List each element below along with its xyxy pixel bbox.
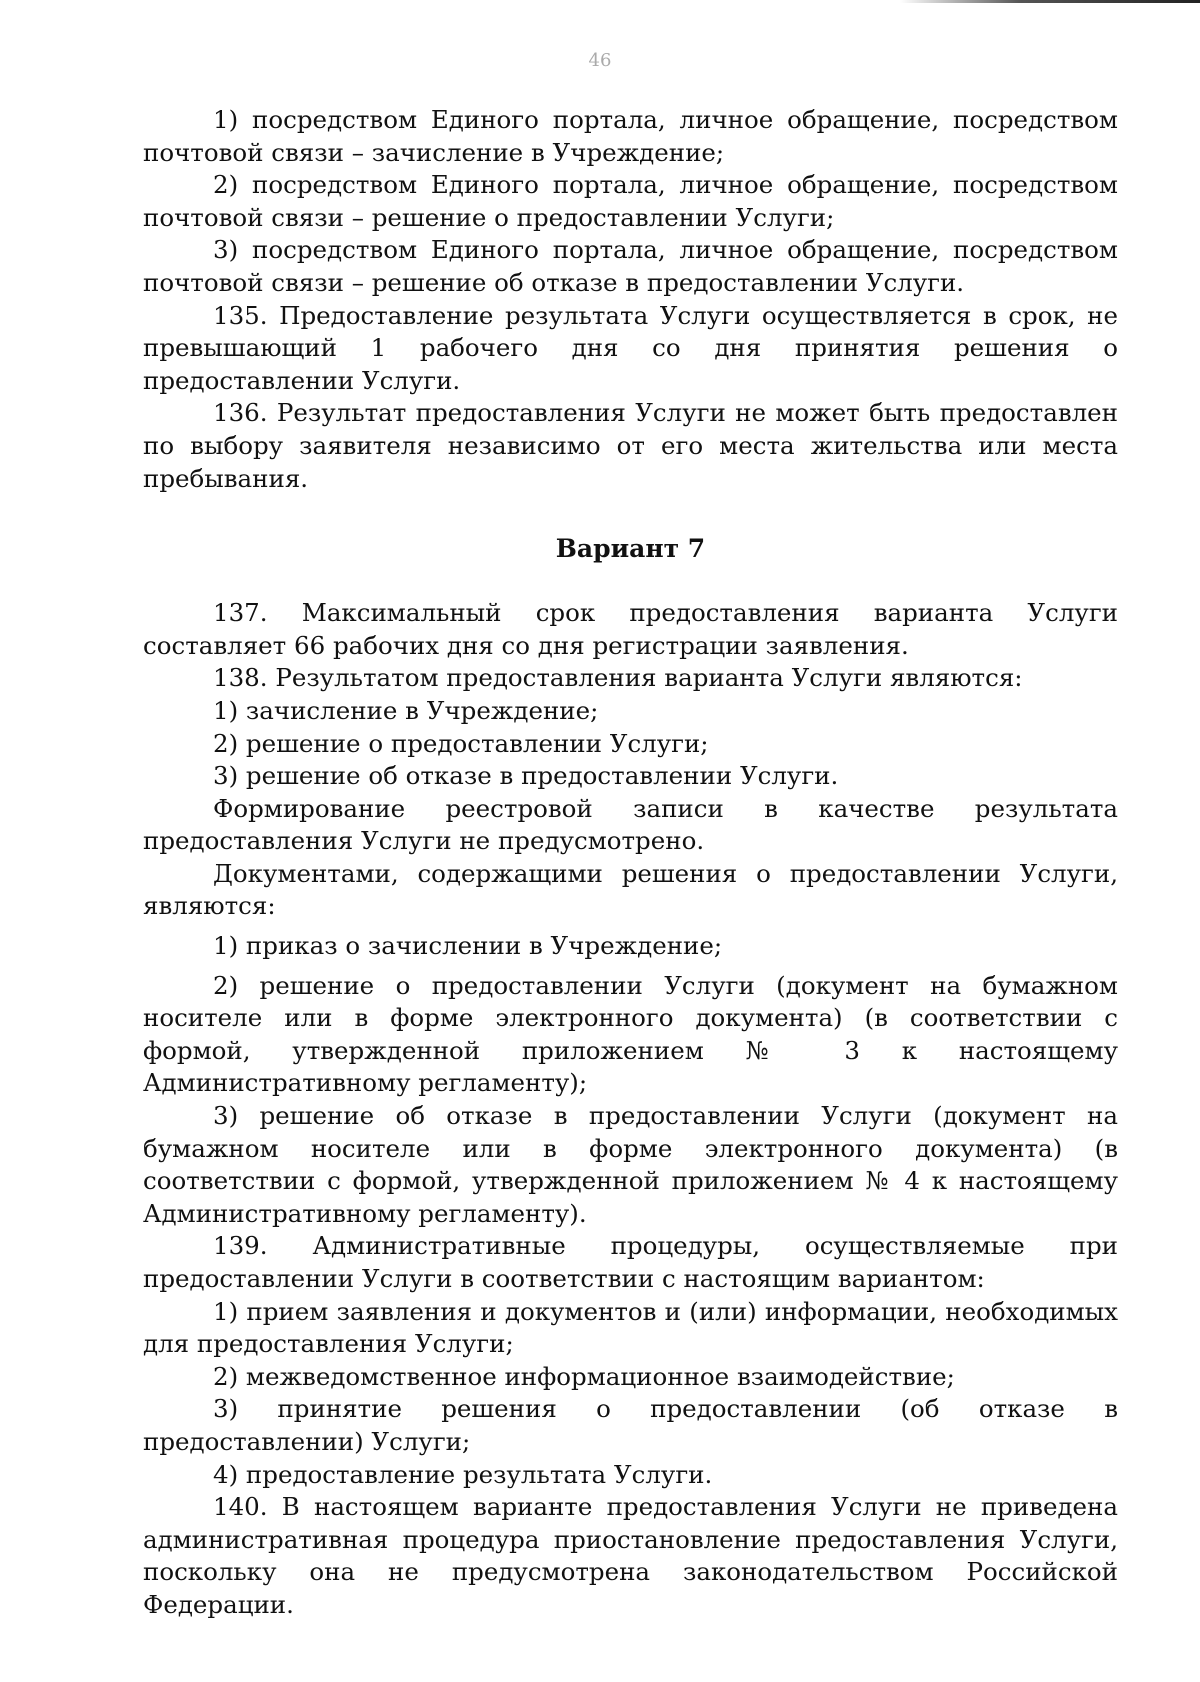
clause-138: 138. Результатом предоставления варианта Услуги являются: [213, 663, 1023, 693]
clause-140: 140. В настоящем варианте предоставления Услуги не приведена административная процедура приостановление предоставления Услуги, поскольку она не предусмотрена законодательством Российской Федерации. [143, 1492, 1118, 1619]
list-item: 2) посредством Единого портала, личное обращение, посредством почтовой связи – решение о предоставлении Услуги; [143, 170, 1118, 232]
list-item: 4) предоставление результата Услуги. [213, 1459, 713, 1489]
list-item: 1) приказ о зачислении в Учреждение; [213, 931, 723, 961]
list-item: 1) зачисление в Учреждение; [213, 695, 599, 725]
page-number: 46 [588, 50, 612, 71]
section-heading: Вариант 7 [555, 534, 706, 564]
clause-139: 139. Административные процедуры, осуществляемые при предоставлении Услуги в соответствии с настоящим вариантом: [143, 1231, 1118, 1293]
list-item: 3) решение об отказе в предоставлении Услуги. [213, 761, 839, 791]
clause-135: 135. Предоставление результата Услуги осуществляется в срок, не превышающий 1 рабочего дня со дня принятия решения о предоставлении Услуги. [143, 300, 1118, 395]
paragraph: Формирование реестровой записи в качестве результата предоставления Услуги не предусмотрено. [143, 793, 1118, 856]
clause-137: 137. Максимальный срок предоставления варианта Услуги составляет 66 рабочих дня со дня регистрации заявления. [143, 598, 1118, 660]
list-item: 1) прием заявления и документов и (или) информации, необходимых для предоставления Услуги; [143, 1296, 1118, 1359]
list-item: 1) посредством Единого портала, личное обращение, посредством почтовой связи – зачисление в Учреждение; [143, 105, 1118, 167]
list-item: 2) решение о предоставлении Услуги; [213, 728, 709, 758]
clause-136: 136. Результат предоставления Услуги не может быть предоставлен по выбору заявителя независимо от его места жительства или места пребывания. [143, 398, 1118, 493]
list-item: 3) посредством Единого портала, личное обращение, посредством почтовой связи – решение об отказе в предоставлении Услуги. [143, 235, 1118, 297]
list-item: 3) принятие решения о предоставлении (об отказе в предоставлении) Услуги; [143, 1394, 1118, 1456]
paragraph: Документами, содержащими решения о предоставлении Услуги, являются: [143, 858, 1118, 921]
document-body [143, 104, 1118, 1622]
scan-edge-line [900, 0, 1200, 3]
list-item: 2) межведомственное информационное взаимодействие; [213, 1361, 955, 1391]
list-item: 2) решение о предоставлении Услуги (документ на бумажном носителе или в форме электронного документа) (в соответствии с формой, утвержденной приложением № 3 к настоящему Административному регламенту); [143, 970, 1118, 1098]
list-item: 3) решение об отказе в предоставлении Услуги (документ на бумажном носителе или в форме электронного документа) (в соответствии с формой, утвержденной приложением № 4 к настоящему Административному регламенту). [143, 1101, 1118, 1228]
